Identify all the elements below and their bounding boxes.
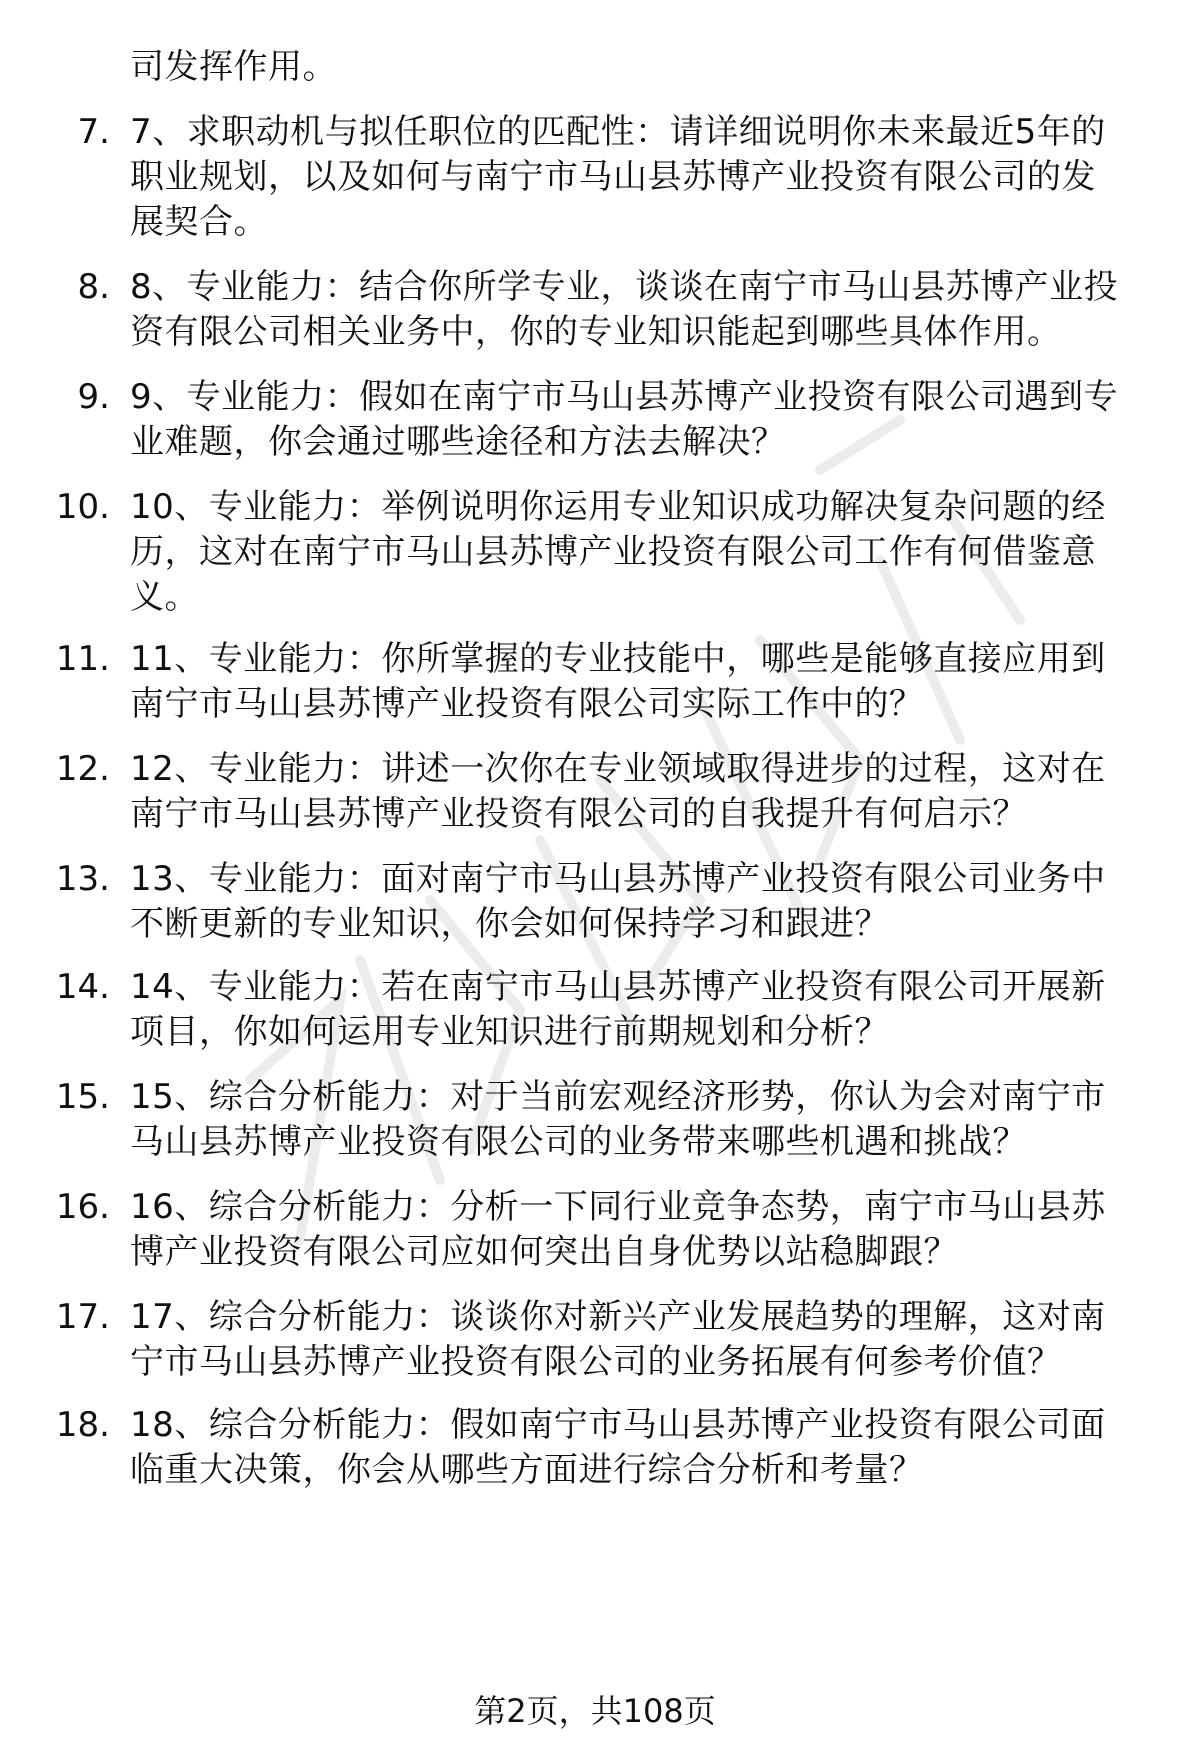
list-item-line: 业难题，你会通过哪些途径和方法去解决？ [130,422,786,462]
list-item-line: 11、专业能力：你所掌握的专业技能中，哪些是能够直接应用到 [130,639,1106,679]
list-item-number: 7. [77,112,110,152]
list-item-line: 17、综合分析能力：谈谈你对新兴产业发展趋势的理解，这对南 [130,1297,1106,1337]
list-item-line: 7、求职动机与拟任职位的匹配性：请详细说明你未来最近5年的 [130,112,1106,152]
list-item-line: 10、专业能力：举例说明你运用专业知识成功解决复杂问题的经 [130,487,1106,527]
page-number-footer: 第2页，共108页 [474,1692,716,1730]
list-item-number: 15. [55,1077,110,1117]
list-item-number: 17. [55,1297,110,1337]
list-item-number: 16. [55,1187,110,1227]
list-item-line: 9、专业能力：假如在南宁市马山县苏博产业投资有限公司遇到专 [130,377,1119,417]
list-item-line: 项目，你如何运用专业知识进行前期规划和分析？ [130,1012,889,1052]
list-item-number: 12. [55,749,110,789]
list-item-line: 13、专业能力：面对南宁市马山县苏博产业投资有限公司业务中 [130,859,1106,899]
list-item-line: 历，这对在南宁市马山县苏博产业投资有限公司工作有何借鉴意 [130,532,1096,572]
list-item-number: 13. [55,859,110,899]
list-item-line: 临重大决策，你会从哪些方面进行综合分析和考量？ [130,1450,924,1490]
list-item-line: 博产业投资有限公司应如何突出自身优势以站稳脚跟？ [130,1232,958,1272]
list-item-line: 宁市马山县苏博产业投资有限公司的业务拓展有何参考价值？ [130,1342,1062,1382]
list-item-line: 马山县苏博产业投资有限公司的业务带来哪些机遇和挑战？ [130,1122,1027,1162]
list-item-line: 职业规划，以及如何与南宁市马山县苏博产业投资有限公司的发 [130,157,1096,197]
list-item-line: 16、综合分析能力：分析一下同行业竞争态势，南宁市马山县苏 [130,1187,1106,1227]
list-item-line: 展契合。 [130,202,268,242]
list-item-line: 8、专业能力：结合你所学专业，谈谈在南宁市马山县苏博产业投 [130,267,1119,307]
list-item-line: 义。 [130,577,199,617]
list-item-line: 12、专业能力：讲述一次你在专业领域取得进步的过程，这对在 [130,749,1106,789]
list-item-number: 10. [55,487,110,527]
list-item-number: 14. [55,967,110,1007]
list-item-line: 18、综合分析能力：假如南宁市马山县苏博产业投资有限公司面 [130,1405,1106,1445]
list-item-line: 14、专业能力：若在南宁市马山县苏博产业投资有限公司开展新 [130,967,1106,1007]
list-item-line: 资有限公司相关业务中，你的专业知识能起到哪些具体作用。 [130,312,1062,352]
list-item-line: 15、综合分析能力：对于当前宏观经济形势，你认为会对南宁市 [130,1077,1106,1117]
list-item-number: 8. [77,267,110,307]
list-item-number: 11. [55,639,110,679]
list-item-number: 9. [77,377,110,417]
list-item-line: 南宁市马山县苏博产业投资有限公司实际工作中的？ [130,684,924,724]
list-item-number: 18. [55,1405,110,1445]
list-item-line: 南宁市马山县苏博产业投资有限公司的自我提升有何启示？ [130,794,1027,834]
continuation-line: 司发挥作用。 [130,47,337,87]
list-item-line: 不断更新的专业知识，你会如何保持学习和跟进？ [130,904,889,944]
